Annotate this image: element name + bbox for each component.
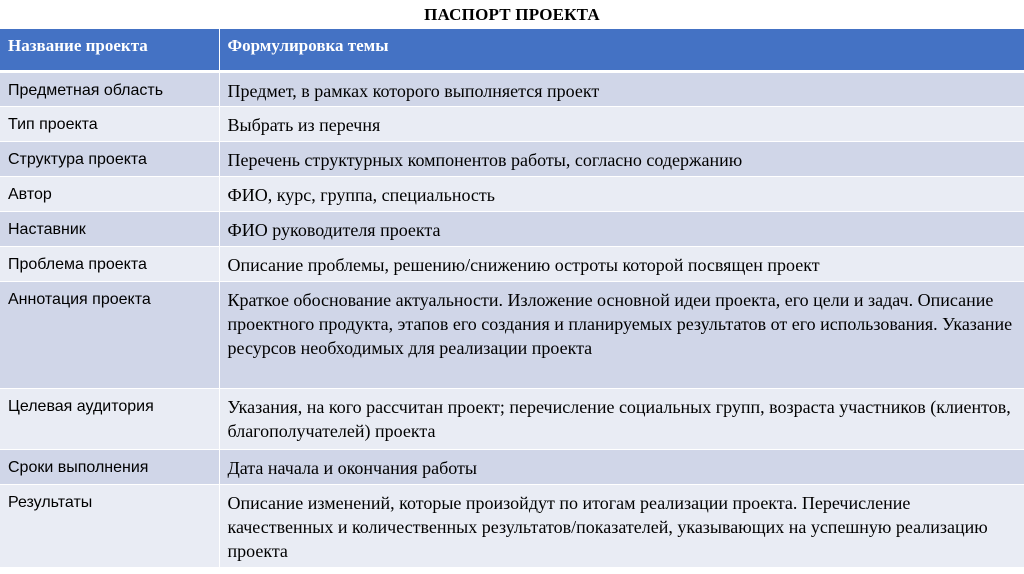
row-value: Предмет, в рамках которого выполняется проект: [219, 71, 1024, 106]
row-key: Сроки выполнения: [0, 449, 219, 484]
row-key: Структура проекта: [0, 141, 219, 176]
header-topic-wording: Формулировка темы: [219, 29, 1024, 71]
table-row: [0, 141, 1024, 176]
row-value: ФИО, курс, группа, специальность: [219, 176, 1024, 211]
row-key: Предметная область: [0, 71, 219, 106]
row-key: Проблема проекта: [0, 246, 219, 281]
row-value: ФИО руководителя проекта: [219, 211, 1024, 246]
project-passport-table: [0, 29, 1024, 567]
row-value: Описание проблемы, решению/снижению остроты которой посвящен проект: [219, 246, 1024, 281]
row-value: Выбрать из перечня: [219, 106, 1024, 141]
header-project-name: Название проекта: [0, 29, 219, 71]
row-value: Краткое обоснование актуальности. Изложение основной идеи проекта, его цели и задач. Описание проектного продукта, этапов его создания и планируемых результатов от его использования. Указание ресурсов необходимых для реализации проекта: [219, 281, 1024, 388]
row-key: Аннотация проекта: [0, 281, 219, 388]
row-key: Целевая аудитория: [0, 388, 219, 449]
table-header-row: [0, 29, 1024, 71]
row-key: Тип проекта: [0, 106, 219, 141]
table-row: [0, 246, 1024, 281]
row-value: Дата начала и окончания работы: [219, 449, 1024, 484]
table-row: [0, 176, 1024, 211]
table-row: [0, 484, 1024, 567]
table-row: [0, 106, 1024, 141]
table-row: [0, 211, 1024, 246]
row-value: Перечень структурных компонентов работы, согласно содержанию: [219, 141, 1024, 176]
table-row: [0, 281, 1024, 388]
document-title: ПАСПОРТ ПРОЕКТА: [424, 5, 600, 24]
row-key: Автор: [0, 176, 219, 211]
table-row: [0, 388, 1024, 449]
table-row: [0, 449, 1024, 484]
row-value: Описание изменений, которые произойдут по итогам реализации проекта. Перечисление качественных и количественных результатов/показателей, указывающих на успешную реализацию проекта: [219, 484, 1024, 567]
row-key: Результаты: [0, 484, 219, 567]
row-value: Указания, на кого рассчитан проект; перечисление социальных групп, возраста участников (клиентов, благополучателей) проекта: [219, 388, 1024, 449]
row-key: Наставник: [0, 211, 219, 246]
table-row: [0, 71, 1024, 106]
